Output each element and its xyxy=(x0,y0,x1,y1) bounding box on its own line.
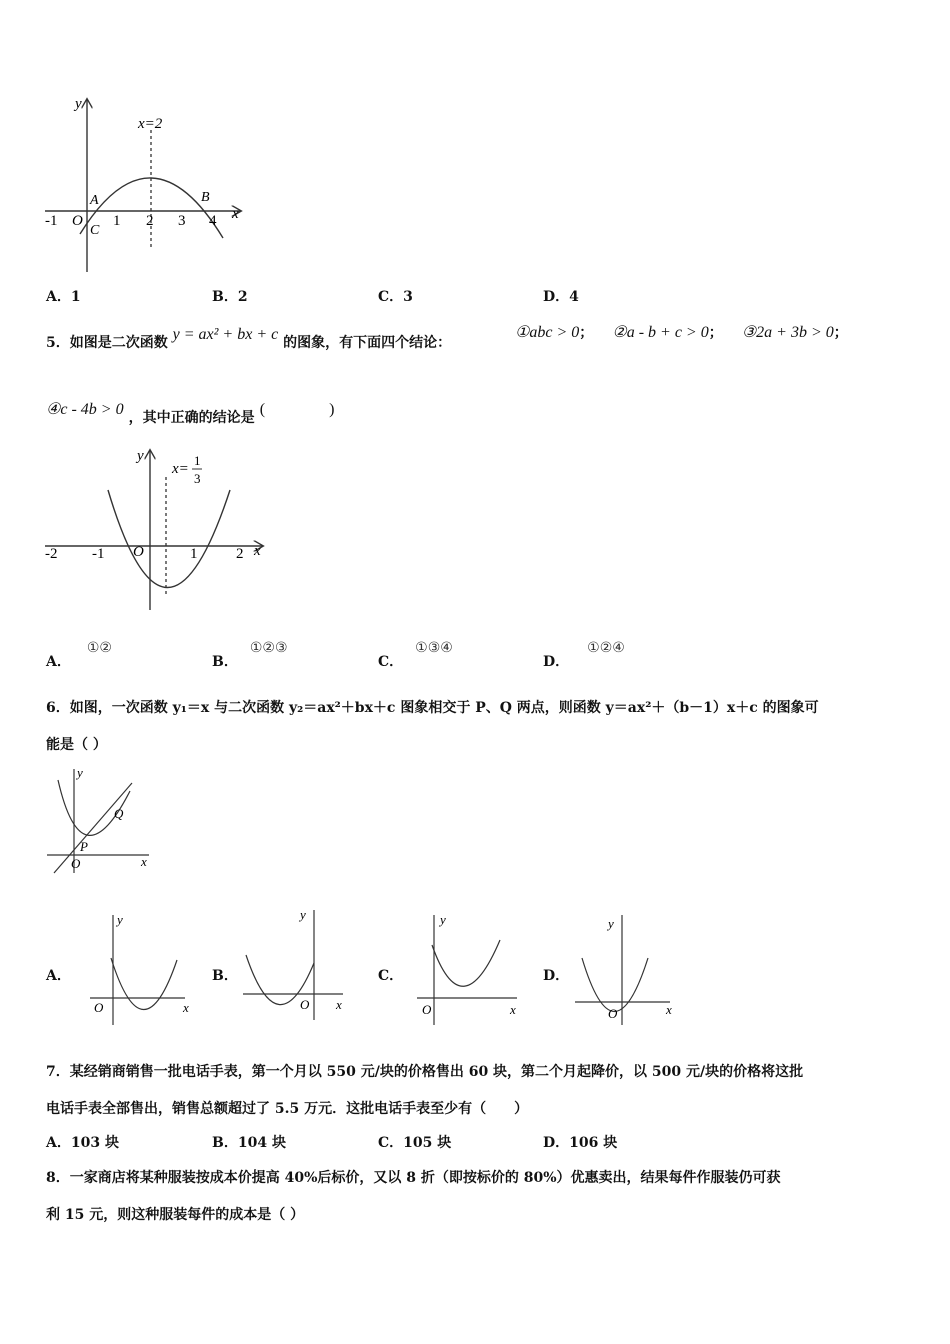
point-q-label: Q xyxy=(114,806,124,821)
q8-question-line1: 8．一家商店将某种服装按成本价提高 40%后标价，又以 8 折（即按标价的 80%）优惠卖出，结果每件作服装仍可获 xyxy=(46,1170,781,1186)
q7-option-c: C．105 块 xyxy=(378,1135,452,1151)
origin-label: O xyxy=(133,544,144,560)
q6-option-c-graph xyxy=(412,910,527,1030)
x-label: x xyxy=(183,1000,189,1015)
origin-label: O xyxy=(300,997,310,1012)
y-label: y xyxy=(608,916,614,931)
x-line-label: x= xyxy=(172,461,189,477)
q6-option-b-letter: B． xyxy=(212,968,238,984)
q6-intersection-graph xyxy=(44,765,159,880)
x-label: x xyxy=(666,1002,672,1017)
x-line-label: x=2 xyxy=(138,116,163,132)
q5-option-d: D．①②④ xyxy=(543,640,625,670)
q5-formula: y = ax² + bx + c xyxy=(172,326,279,343)
tick-label: 2 xyxy=(146,213,154,229)
q7-option-b: B．104 块 xyxy=(212,1135,286,1151)
tick-label: -1 xyxy=(45,213,58,229)
q5-option-a: A．①② xyxy=(46,640,112,670)
q4-option-d: D．4 xyxy=(543,289,579,305)
q4-option-b: B．2 xyxy=(212,289,248,305)
parabola-curve xyxy=(108,490,230,588)
tick-label: 2 xyxy=(236,546,244,562)
tick-label: -1 xyxy=(92,546,105,562)
y-label: y xyxy=(77,765,83,780)
origin-label: O xyxy=(608,1006,618,1021)
q5-question: 5．如图是二次函数 y = ax² + bx + c 的图象，有下面四个结论： xyxy=(46,326,452,351)
point-label-a: A xyxy=(90,193,99,208)
q5-option-b: B．①②③ xyxy=(212,640,288,670)
point-label-b: B xyxy=(201,190,210,205)
x-line-numerator: 1 xyxy=(194,453,201,468)
x-label: x xyxy=(254,543,261,559)
tick-label: 3 xyxy=(178,213,186,229)
q6-option-d-letter: D． xyxy=(543,968,570,984)
q7-option-d: D．106 块 xyxy=(543,1135,618,1151)
origin-label: O xyxy=(72,213,83,229)
q4-option-c: C．3 xyxy=(378,289,413,305)
tick-label: 1 xyxy=(190,546,198,562)
q5-option-c: C．①③④ xyxy=(378,640,453,670)
y-label: y xyxy=(75,96,82,112)
point-p-label: P xyxy=(80,839,88,854)
y-label: y xyxy=(117,912,123,927)
q6-option-d-graph xyxy=(570,910,685,1030)
q6-option-c-letter: C． xyxy=(378,968,404,984)
y-label: y xyxy=(440,912,446,927)
q7-question-line2: 电话手表全部售出，销售总额超过了 5.5 万元．这批电话手表至少有（ ） xyxy=(46,1101,529,1117)
x-label: x xyxy=(141,854,147,869)
y-label: y xyxy=(137,448,144,464)
q4-option-a: A．1 xyxy=(46,289,81,305)
q6-option-a-graph xyxy=(85,910,200,1030)
q8-question-line2: 利 15 元，则这种服装每件的成本是（ ） xyxy=(46,1207,305,1223)
origin-label: O xyxy=(422,1002,432,1017)
q4-parabola-graph xyxy=(40,90,260,280)
q7-option-a: A．103 块 xyxy=(46,1135,119,1151)
x-label: x xyxy=(336,997,342,1012)
q5-question-cont: ④c - 4b > 0 ，其中正确的结论是 ( ) xyxy=(46,401,335,426)
tick-label: -2 xyxy=(45,546,58,562)
x-line-denominator: 3 xyxy=(194,471,201,486)
x-label: x xyxy=(232,206,239,222)
q7-question-line1: 7．某经销商销售一批电话手表，第一个月以 550 元/块的价格售出 60 块，第二个月起降价，以 500 元/块的价格将这批 xyxy=(46,1064,804,1080)
q6-option-a-letter: A． xyxy=(46,968,71,984)
x-label: x xyxy=(510,1002,516,1017)
line-y1 xyxy=(54,783,132,873)
y-label: y xyxy=(300,907,306,922)
q6-option-b-graph xyxy=(238,905,353,1025)
q6-question-line2: 能是（ ） xyxy=(46,737,107,753)
q5-parabola-graph xyxy=(40,445,280,615)
tick-label: 1 xyxy=(113,213,121,229)
point-label-c: C xyxy=(90,223,100,238)
origin-label: O xyxy=(71,856,81,871)
tick-label: 4 xyxy=(209,213,217,229)
q6-question-line1: 6．如图，一次函数 y₁＝x 与二次函数 y₂＝ax²＋bx＋c 图象相交于 P、Q 两点，则函数 y＝ax²＋（b－1）x＋c 的图象可 xyxy=(46,700,819,716)
q5-conclusions: ①abc > 0； ②a - b + c > 0； ③2a + 3b > 0； xyxy=(515,324,848,341)
origin-label: O xyxy=(94,1000,104,1015)
